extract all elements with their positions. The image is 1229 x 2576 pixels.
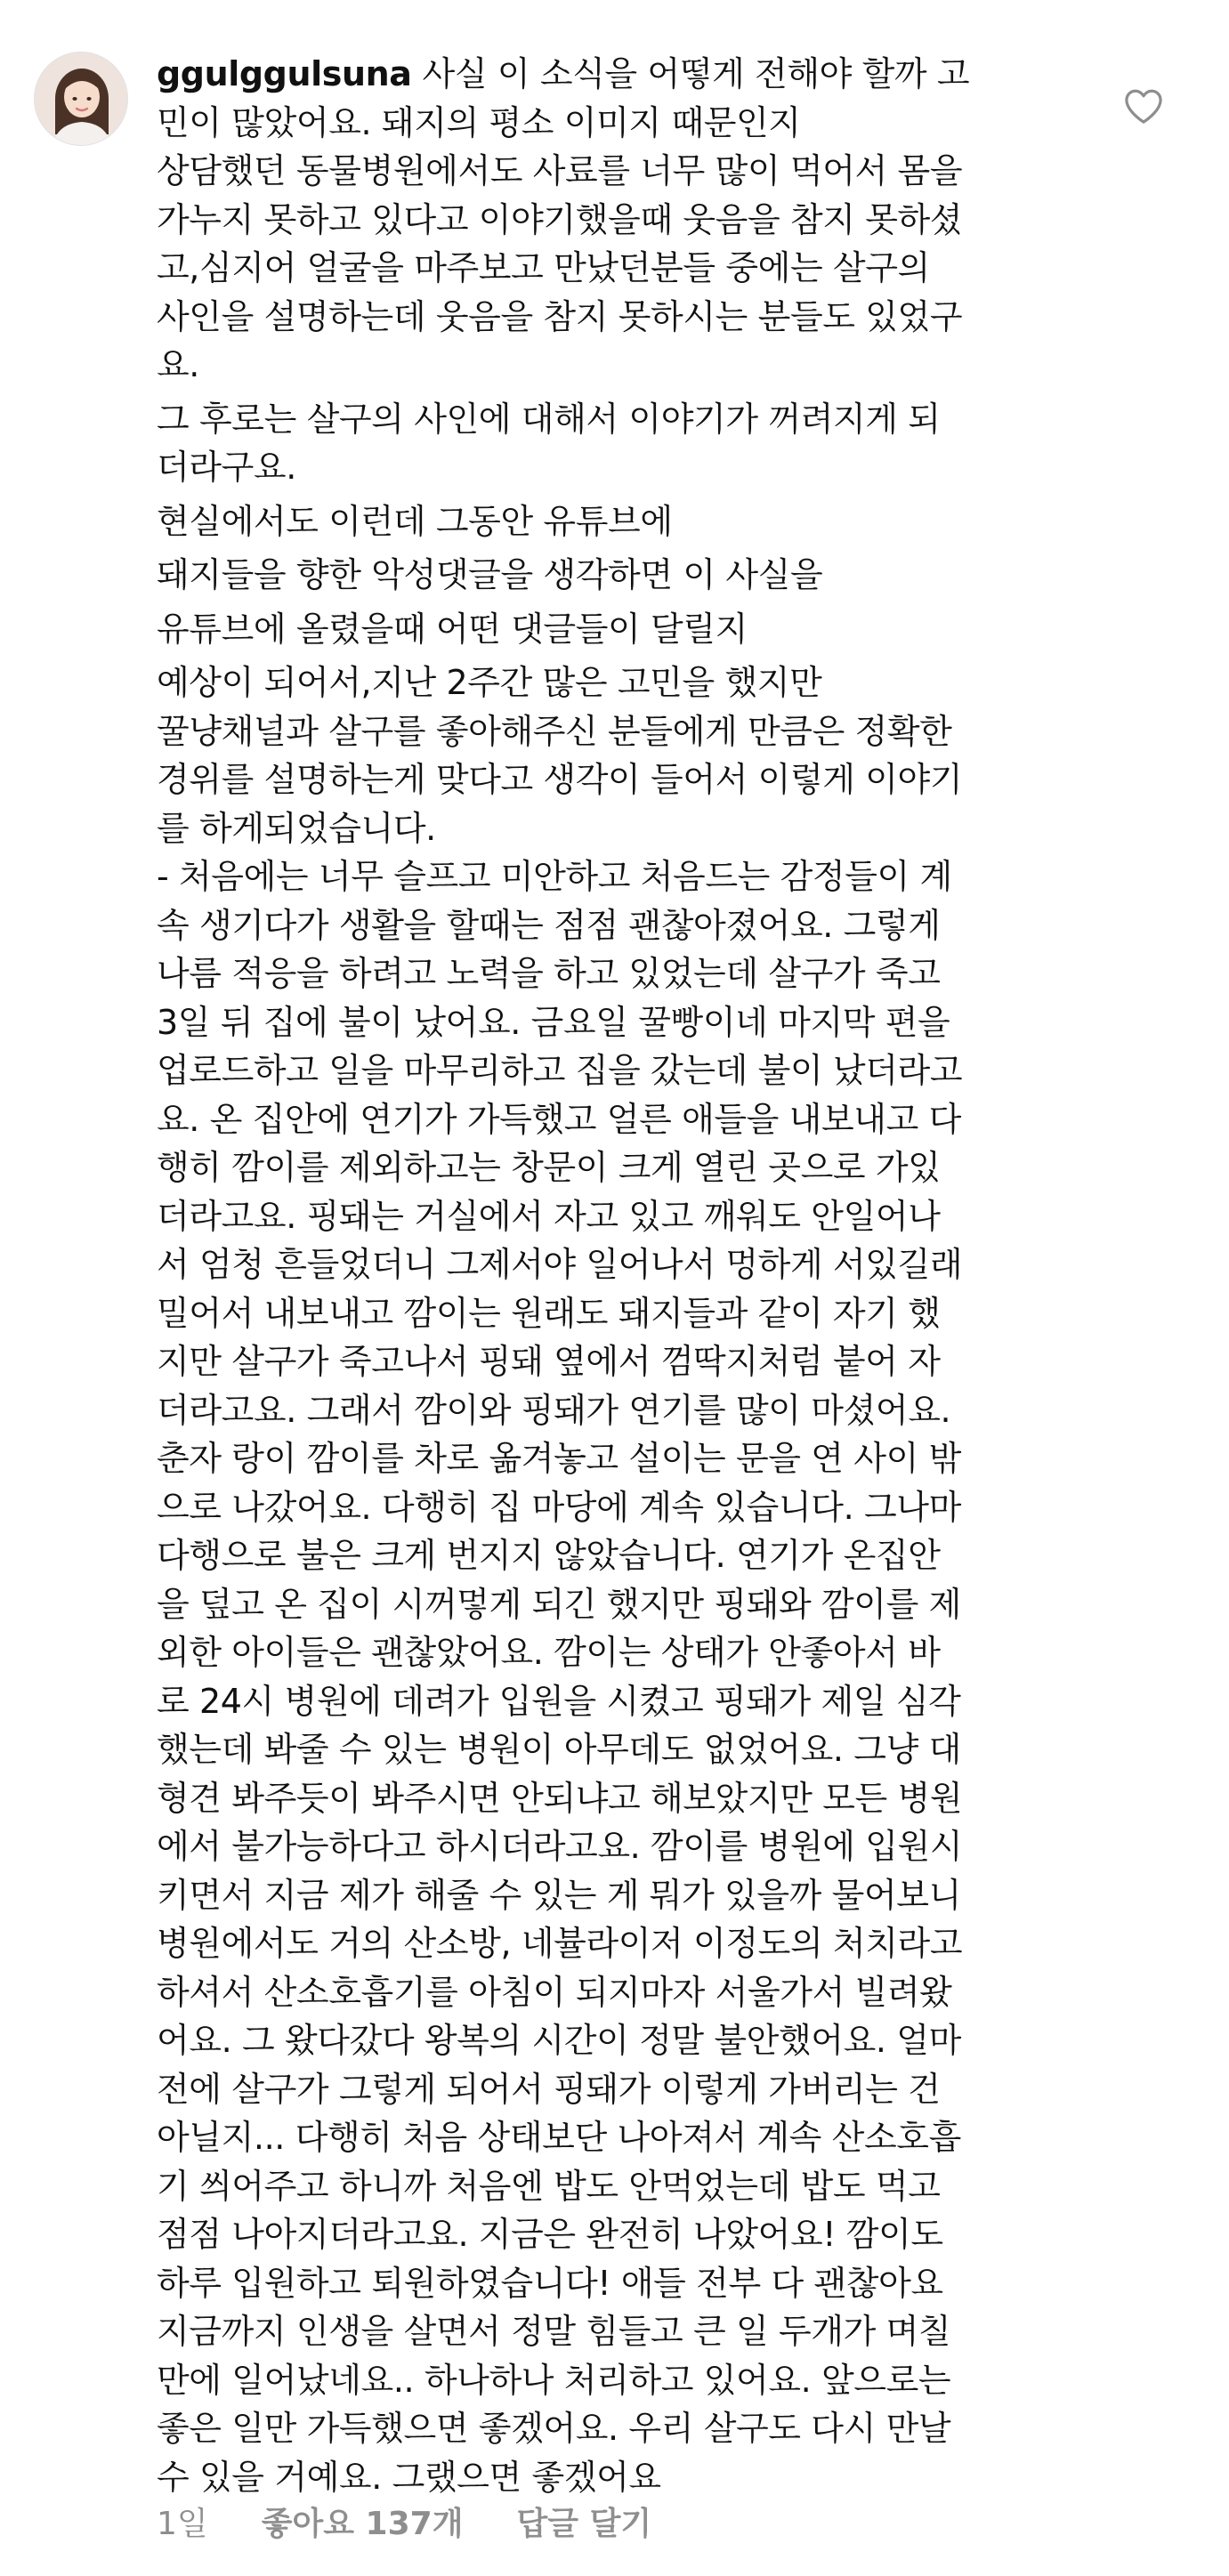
comment-text-line: 서 엄청 흔들었더니 그제서야 일어나서 멍하게 서있길래 — [157, 1245, 963, 1284]
comment-text-line: 전에 살구가 그렇게 되어서 핑돼가 이렇게 가버리는 건 — [157, 2069, 941, 2109]
comment-first-line — [157, 50, 1082, 99]
comment-text-line: 사실 이 소식을 어떻게 전해야 할까 고 — [422, 54, 970, 93]
comment-text-line: 을 덮고 온 집이 시꺼멓게 되긴 했지만 핑돼와 깜이를 제 — [157, 1584, 961, 1624]
comment-text-line: 경위를 설명하는게 맞다고 생각이 들어서 이렇게 이야기 — [157, 760, 963, 799]
comment-text-line: 나름 적응을 하려고 노력을 하고 있었는데 살구가 죽고 — [157, 954, 941, 993]
comment-text-line: 하루 입원하고 퇴원하였습니다! 애들 전부 다 괜찮아요 — [157, 2263, 943, 2303]
comment-text-line: 에서 불가능하다고 하시더라고요. 깜이를 병원에 입원시 — [157, 1827, 963, 1866]
comment-text-line: 으로 나갔어요. 다행히 집 마당에 계속 있습니다. 그나마 — [157, 1487, 961, 1527]
comment-text-line: 가누지 못하고 있다고 이야기했을때 웃음을 참지 못하셨 — [157, 199, 963, 239]
comment-text-line: 병원에서도 거의 산소방, 네뷸라이저 이정도의 처치라고 — [157, 1924, 963, 1963]
comment-text-line: 좋은 일만 가득했으면 좋겠어요. 우리 살구도 다시 만날 — [157, 2409, 951, 2448]
likes-count-link[interactable]: 좋아요 137개 — [261, 2506, 464, 2542]
comment-text-line: 어요. 그 왔다갔다 왕복의 시간이 정말 불안했어요. 얼마 — [157, 2021, 961, 2060]
comment-text-line: 다행으로 불은 크게 번지지 않았습니다. 연기가 온집안 — [157, 1536, 941, 1575]
comment-text-line: 를 하게되었습니다. — [157, 808, 436, 848]
avatar[interactable] — [34, 52, 128, 146]
comment-text-line: 지금까지 인생을 살면서 정말 힘들고 큰 일 두개가 며칠 — [157, 2312, 951, 2351]
comment-text-line: 고,심지어 얼굴을 마주보고 만났던분들 중에는 살구의 — [157, 248, 930, 287]
avatar-image — [35, 52, 128, 146]
comment-text-line: 아닐지... 다행히 처음 상태보단 나아져서 계속 산소호흡 — [157, 2118, 961, 2157]
comment-text-line: 지만 살구가 죽고나서 핑돼 옆에서 껌딱지처럼 붙어 자 — [157, 1342, 941, 1381]
comment-text-line: 했는데 봐줄 수 있는 병원이 아무데도 없었어요. 그냥 대 — [157, 1730, 961, 1769]
comment-meta — [157, 2499, 705, 2544]
heart-outline-icon[interactable] — [1123, 87, 1164, 125]
comment-text-line: 돼지들을 향한 악성댓글을 생각하면 이 사실을 — [157, 555, 823, 594]
comment-text-line: - 처음에는 너무 슬프고 미안하고 처음드는 감정들이 계 — [157, 857, 952, 896]
comment-text-line: 외한 아이들은 괜찮았어요. 깜이는 상태가 안좋아서 바 — [157, 1633, 941, 1672]
reply-button[interactable]: 답글 달기 — [516, 2506, 652, 2542]
comment-text-line: 행히 깜이를 제외하고는 창문이 크게 열린 곳으로 가있 — [157, 1148, 941, 1187]
comment-body — [157, 50, 1082, 2501]
comment-text-line: 로 24시 병원에 데려가 입원을 시켰고 핑돼가 제일 심각 — [157, 1681, 961, 1721]
comment-text-line: 키면서 지금 제가 해줄 수 있는 게 뭐가 있을까 물어보니 — [157, 1875, 961, 1915]
comment-text-line: 만에 일어났네요.. 하나하나 처리하고 있어요. 앞으로는 — [157, 2360, 951, 2400]
comment-text-line: 형견 봐주듯이 봐주시면 안되냐고 해보았지만 모든 병원 — [157, 1778, 963, 1818]
comment-text-line: 그 후로는 살구의 사인에 대해서 이야기가 꺼려지게 되 — [157, 399, 941, 439]
comment-text-line: 점점 나아지더라고요. 지금은 완전히 나았어요! 깜이도 — [157, 2215, 943, 2254]
comment-text-line: 수 있을 거예요. 그랬으면 좋겠어요 — [157, 2457, 661, 2497]
comment-text-line: 기 씌어주고 하니까 처음엔 밥도 안먹었는데 밥도 먹고 — [157, 2166, 941, 2206]
username-link[interactable]: ggulggulsuna — [157, 54, 412, 93]
comment-time: 1일 — [157, 2506, 208, 2542]
comment-text-line: 더라구요. — [157, 448, 296, 487]
comment-text-line: 더라고요. 그래서 깜이와 핑돼가 연기를 많이 마셨어요. — [157, 1390, 951, 1430]
comment-text-line: 사인을 설명하는데 웃음을 참지 못하시는 분들도 있었구 — [157, 296, 963, 336]
comment-text-line: 3일 뒤 집에 불이 났어요. 금요일 꿀빵이네 마지막 편을 — [157, 1002, 950, 1042]
comment-text-line: 업로드하고 일을 마무리하고 집을 갔는데 불이 났더라고 — [157, 1051, 963, 1090]
comment-text-line: 밀어서 내보내고 깜이는 원래도 돼지들과 같이 자기 했 — [157, 1293, 941, 1333]
comment-text-line: 속 생기다가 생활을 할때는 점점 괜찮아졌어요. 그렇게 — [157, 905, 941, 945]
comment-text-line: 상담했던 동물병원에서도 사료를 너무 많이 먹어서 몸을 — [157, 151, 963, 190]
comment-text-line: 꿀냥채널과 살구를 좋아해주신 분들에게 만큼은 정확한 — [157, 711, 952, 751]
comment-text-line: 예상이 되어서,지난 2주간 많은 고민을 했지만 — [157, 663, 822, 702]
comment-text-line: 춘자 랑이 깜이를 차로 옮겨놓고 설이는 문을 연 사이 밖 — [157, 1439, 961, 1478]
comment-text-line: 유튜브에 올렸을때 어떤 댓글들이 달릴지 — [157, 609, 748, 649]
comment-text-line: 더라고요. 핑돼는 거실에서 자고 있고 깨워도 안일어나 — [157, 1196, 941, 1236]
comment-text-line: 요. 온 집안에 연기가 가득했고 얼른 애들을 내보내고 다 — [157, 1099, 961, 1139]
comment-text-line: 민이 많았어요. 돼지의 평소 이미지 때문인지 — [157, 102, 801, 142]
comment-text-line: 현실에서도 이런데 그동안 유튜브에 — [157, 501, 673, 541]
comment-text-line: 하셔서 산소호흡기를 아침이 되지마자 서울가서 빌려왔 — [157, 1972, 952, 2012]
comment-text-line: 요. — [157, 345, 199, 384]
